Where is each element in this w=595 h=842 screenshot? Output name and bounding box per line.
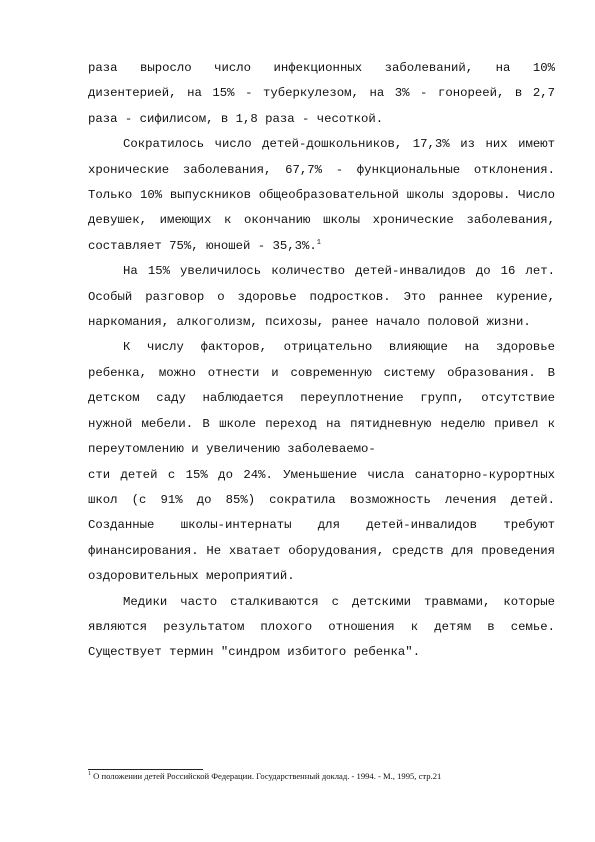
paragraph-4 <box>88 335 555 462</box>
paragraph-2 <box>88 132 555 259</box>
paragraph-5-text: сти детей с 15% до 24%. Уменьшение числа санаторно-курортных школ (с 91% до 85%) сократила возможность лечения детей. Созданные школы-интернаты для детей-инвалидов требуют финансирования. Не хватает оборудования, средств для проведения оздоровительных мероприятий. <box>88 467 555 584</box>
footnote <box>88 771 548 782</box>
paragraph-2-text: Сократилось число детей-дошкольников, 17,3% из них имеют хронические заболевания, 67,7% - функциональные отклонения. Только 10% выпускников общеобразовательной школы здоровы. Число девушек, имеющих к окончанию школы хронические заболевания, составляет 75%, юношей - 35,3%. <box>88 137 555 253</box>
footnote-separator <box>88 769 203 770</box>
paragraph-4-text: К числу факторов, отрицательно влияющие на здоровье ребенка, можно отнести и современную систему образования. В детском саду наблюдается переуплотнение групп, отсутствие нужной мебели. В школе переход на пятидневную неделю привел к переутомлению и увеличению заболеваемо- <box>88 340 555 457</box>
paragraph-3 <box>88 259 555 335</box>
footnote-reference: 1 <box>316 238 321 247</box>
paragraph-3-text: На 15% увеличилось количество детей-инвалидов до 16 лет. Особый разговор о здоровье подростков. Это раннее курение, наркомания, алкоголизм, психозы, ранее начало половой жизни. <box>88 264 555 330</box>
paragraph-1 <box>88 56 555 132</box>
paragraph-5 <box>88 463 555 590</box>
paragraph-6-text: Медики часто сталкиваются с детскими травмами, которые являются результатом плохого отношения к детям в семье. Существует термин "синдром избитого ребенка". <box>88 594 555 660</box>
paragraph-6 <box>88 590 555 666</box>
body-text <box>88 56 555 666</box>
footnote-text: О положении детей Российской Федерации. Государственный доклад. - 1994. - М., 1995, стр.21 <box>91 771 442 781</box>
paragraph-1-text: раза выросло число инфекционных заболеваний, на 10% дизентерией, на 15% - туберкулезом, на 3% - гонореей, в 2,7 раза - сифилисом, в 1,8 раза - чесоткой. <box>88 61 555 126</box>
footnote-marker: 1 <box>88 771 91 778</box>
